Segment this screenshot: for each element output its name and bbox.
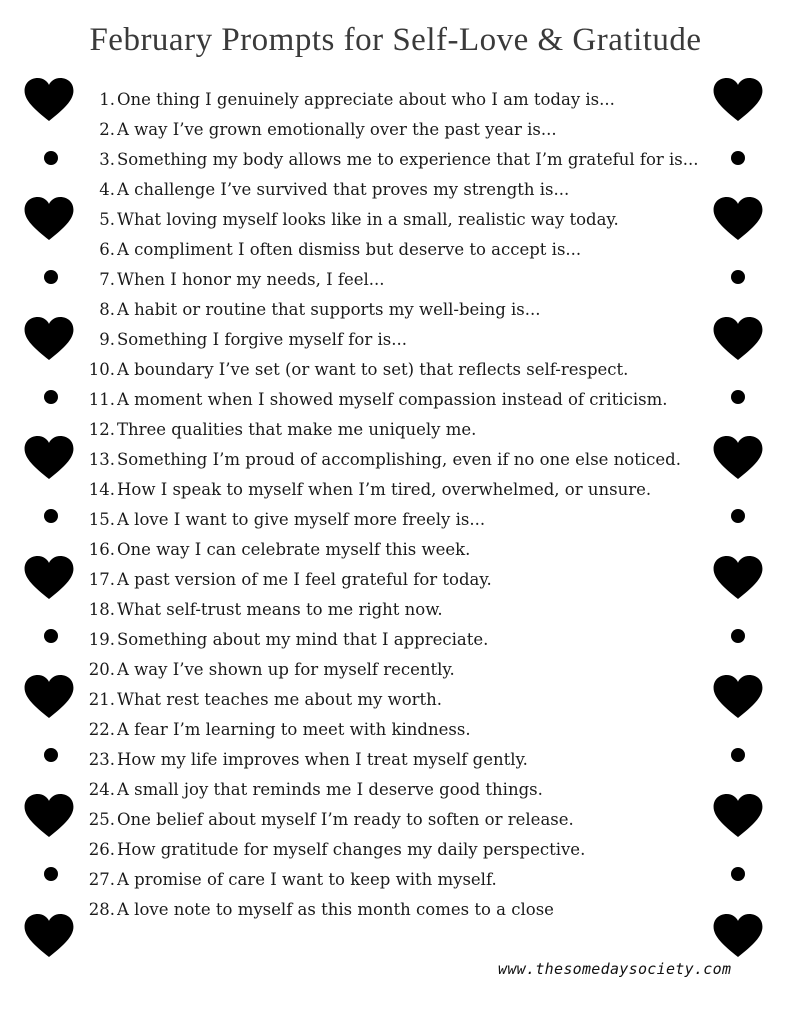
prompt-item <box>0 504 791 534</box>
heart-icon <box>24 197 74 241</box>
prompt-text: A promise of care I want to keep with myself. <box>117 869 497 889</box>
prompt-text: One way I can celebrate myself this week. <box>117 539 471 559</box>
dot-icon <box>44 748 58 762</box>
dot-icon <box>44 509 58 523</box>
prompt-item <box>0 174 791 204</box>
prompt-text: What rest teaches me about my worth. <box>117 689 443 709</box>
dot-icon <box>731 748 745 762</box>
prompt-item <box>0 534 791 564</box>
heart-icon <box>713 197 763 241</box>
prompt-number: 8. <box>99 299 115 319</box>
prompt-item <box>0 204 791 234</box>
prompt-item <box>0 84 791 114</box>
page-title: February Prompts for Self-Love & Gratitude <box>89 22 702 58</box>
dot-icon <box>731 270 745 284</box>
prompt-text: A challenge I’ve survived that proves my strength is... <box>117 179 570 199</box>
prompt-text: A habit or routine that supports my well-being is... <box>117 299 541 319</box>
prompt-text: Something I’m proud of accomplishing, even if no one else noticed. <box>117 449 681 469</box>
heart-icon <box>24 914 74 958</box>
heart-icon <box>24 675 74 719</box>
dot-icon <box>44 867 58 881</box>
prompt-number: 9. <box>99 329 115 349</box>
heart-icon <box>713 675 763 719</box>
prompt-text: One thing I genuinely appreciate about who I am today is... <box>117 89 615 109</box>
prompt-number: 1. <box>99 89 115 109</box>
prompt-item <box>0 144 791 174</box>
prompt-text: What self-trust means to me right now. <box>117 599 443 619</box>
prompt-item <box>0 804 791 834</box>
heart-icon <box>24 436 74 480</box>
prompt-item <box>0 324 791 354</box>
prompt-number: 4. <box>99 179 115 199</box>
heart-icon <box>713 556 763 600</box>
dot-icon <box>731 629 745 643</box>
heart-icon <box>24 556 74 600</box>
prompt-text: A fear I’m learning to meet with kindness. <box>117 719 471 739</box>
prompt-item <box>0 744 791 774</box>
prompt-text: Something my body allows me to experience that I’m grateful for is... <box>117 149 699 169</box>
prompt-item <box>0 894 791 924</box>
prompt-number: 26. <box>88 839 115 859</box>
prompt-number: 14. <box>88 479 115 499</box>
prompt-text: A past version of me I feel grateful for today. <box>117 569 492 589</box>
prompt-number: 24. <box>88 779 115 799</box>
prompt-item <box>0 684 791 714</box>
prompt-text: A love I want to give myself more freely is... <box>117 509 486 529</box>
prompt-number: 2. <box>99 119 115 139</box>
prompt-text: A compliment I often dismiss but deserve to accept is... <box>117 239 582 259</box>
prompt-item <box>0 774 791 804</box>
prompt-number: 22. <box>88 719 115 739</box>
prompt-number: 21. <box>88 689 115 709</box>
prompt-number: 23. <box>88 749 115 769</box>
prompt-item <box>0 444 791 474</box>
prompt-text: One belief about myself I’m ready to soften or release. <box>117 809 574 829</box>
dot-icon <box>44 629 58 643</box>
prompt-item <box>0 264 791 294</box>
heart-icon <box>713 78 763 122</box>
heart-icon <box>24 317 74 361</box>
prompt-item <box>0 654 791 684</box>
heart-icon <box>713 317 763 361</box>
prompt-number: 11. <box>88 389 115 409</box>
prompt-text: How my life improves when I treat myself gently. <box>117 749 528 769</box>
prompt-item <box>0 114 791 144</box>
prompt-text: How I speak to myself when I’m tired, overwhelmed, or unsure. <box>117 479 652 499</box>
prompt-item <box>0 474 791 504</box>
prompt-text: Something about my mind that I appreciate. <box>117 629 489 649</box>
prompt-text: Three qualities that make me uniquely me. <box>117 419 477 439</box>
prompt-item <box>0 594 791 624</box>
prompt-text: A way I’ve grown emotionally over the past year is... <box>117 119 557 139</box>
prompt-item <box>0 864 791 894</box>
prompt-item <box>0 414 791 444</box>
dot-icon <box>731 151 745 165</box>
prompt-item <box>0 564 791 594</box>
prompt-number: 12. <box>88 419 115 439</box>
heart-icon <box>24 78 74 122</box>
prompt-number: 5. <box>99 209 115 229</box>
prompt-text: How gratitude for myself changes my daily perspective. <box>117 839 586 859</box>
dot-icon <box>731 867 745 881</box>
heart-icon <box>713 914 763 958</box>
prompt-item <box>0 354 791 384</box>
prompt-text: When I honor my needs, I feel... <box>117 269 385 289</box>
prompt-item <box>0 384 791 414</box>
prompt-text: A moment when I showed myself compassion instead of criticism. <box>117 389 668 409</box>
prompt-number: 19. <box>88 629 115 649</box>
prompt-item <box>0 234 791 264</box>
prompt-item <box>0 624 791 654</box>
prompt-text: What loving myself looks like in a small, realistic way today. <box>117 209 619 229</box>
dot-icon <box>44 390 58 404</box>
dot-icon <box>731 390 745 404</box>
prompt-number: 18. <box>88 599 115 619</box>
prompt-item <box>0 294 791 324</box>
prompt-number: 3. <box>99 149 115 169</box>
prompt-number: 7. <box>99 269 115 289</box>
prompt-text: A small joy that reminds me I deserve good things. <box>117 779 543 799</box>
prompt-number: 25. <box>88 809 115 829</box>
prompt-number: 13. <box>88 449 115 469</box>
prompt-text: A love note to myself as this month comes to a close <box>117 899 554 919</box>
dot-icon <box>44 151 58 165</box>
prompt-number: 10. <box>88 359 115 379</box>
prompt-number: 6. <box>99 239 115 259</box>
prompt-number: 27. <box>88 869 115 889</box>
heart-icon <box>713 436 763 480</box>
prompt-number: 16. <box>88 539 115 559</box>
dot-icon <box>44 270 58 284</box>
heart-icon <box>713 794 763 838</box>
dot-icon <box>731 509 745 523</box>
website-footer: www.thesomedaysociety.com <box>498 960 732 978</box>
prompt-number: 15. <box>88 509 115 529</box>
prompt-number: 20. <box>88 659 115 679</box>
heart-icon <box>24 794 74 838</box>
prompt-item <box>0 834 791 864</box>
prompt-item <box>0 714 791 744</box>
prompt-text: A boundary I’ve set (or want to set) that reflects self-respect. <box>117 359 629 379</box>
prompt-text: Something I forgive myself for is... <box>117 329 407 349</box>
prompt-number: 17. <box>88 569 115 589</box>
prompt-text: A way I’ve shown up for myself recently. <box>117 659 455 679</box>
prompt-number: 28. <box>88 899 115 919</box>
